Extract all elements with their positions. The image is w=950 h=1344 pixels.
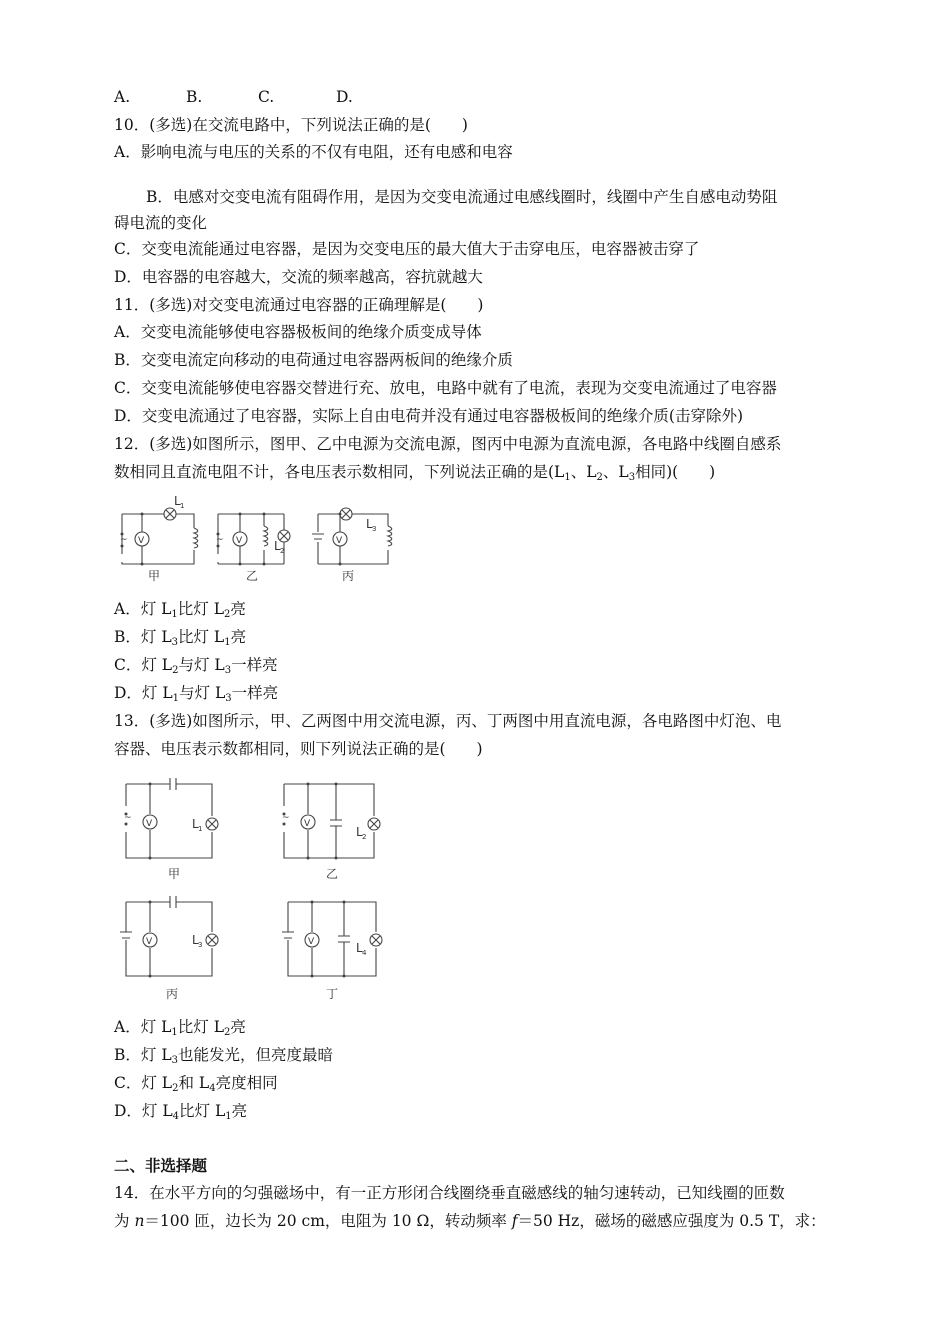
q12-voltmeter-1: V bbox=[138, 536, 145, 546]
q13-circuit-figures bbox=[112, 768, 402, 1008]
q12-circuit-figures bbox=[112, 492, 412, 588]
q9-option-d[interactable]: D. bbox=[336, 88, 353, 106]
svg-text:~: ~ bbox=[216, 535, 224, 545]
q10-option-a[interactable]: A．影响电流与电压的关系的不仅有电阻，还有电感和电容 bbox=[114, 143, 513, 161]
svg-text:4: 4 bbox=[362, 949, 367, 957]
q9-option-b[interactable]: B. bbox=[186, 88, 203, 106]
q9-option-c[interactable]: C. bbox=[258, 88, 275, 106]
q10-option-c[interactable]: C．交变电流能通过电容器，是因为交变电压的最大值大于击穿电压，电容器被击穿了 bbox=[114, 240, 700, 258]
q13-stem-line2: 容器、电压表示数都相同，则下列说法正确的是( ) bbox=[114, 740, 483, 758]
q13-label-ding: 丁 bbox=[326, 987, 339, 1001]
q12-label-jia: 甲 bbox=[148, 569, 161, 583]
q12-stem-line2: 数相同且直流电阻不计，各电压表示数相同，下列说法正确的是($L_1$、$L_2$、$L_3$相同)( ) bbox=[114, 463, 716, 483]
q12-label-yi: 乙 bbox=[246, 569, 259, 583]
svg-text:L: L bbox=[192, 933, 199, 947]
section-heading: 二、非选择题 bbox=[114, 1157, 208, 1175]
q11-stem: 11．(多选)对交变电流通过电容器的正确理解是( ) bbox=[114, 296, 484, 314]
q11-option-c[interactable]: C．交变电流能够使电容器交替进行充、放电，电路中就有了电流，表现为交变电流通过了电容器 bbox=[114, 379, 777, 397]
q14-line2: 为 n＝100 匝，边长为 20 cm，电阻为 10 Ω，转动频率 f＝50 Hz，磁场的磁感应强度为 0.5 T，求： bbox=[114, 1212, 826, 1230]
q13-label-yi: 乙 bbox=[326, 867, 339, 881]
svg-text:L: L bbox=[356, 941, 363, 955]
svg-text:V: V bbox=[146, 937, 153, 947]
q14-line1: 14．在水平方向的匀强磁场中，有一正方形闭合线圈绕垂直磁感线的轴匀速转动，已知线圈的匝数 bbox=[114, 1184, 785, 1202]
q13-option-c[interactable]: C．灯 $L_2$和 $L_4$亮度相同 bbox=[114, 1074, 278, 1094]
q13-label-bing: 丙 bbox=[166, 987, 179, 1001]
q9-option-a[interactable]: A. bbox=[114, 88, 131, 106]
q10-stem: 10．(多选)在交流电路中，下列说法正确的是( ) bbox=[114, 116, 468, 134]
svg-text:V: V bbox=[336, 536, 343, 546]
q11-option-a[interactable]: A．交变电流能够使电容器极板间的绝缘介质变成导体 bbox=[114, 323, 482, 341]
q13-option-d[interactable]: D．灯 $L_4$比灯 $L_1$亮 bbox=[114, 1102, 248, 1122]
svg-text:~: ~ bbox=[124, 813, 132, 823]
svg-text:L: L bbox=[366, 517, 373, 531]
svg-text:2: 2 bbox=[362, 833, 367, 841]
q12-option-b[interactable]: B．灯 $L_3$比灯 $L_1$亮 bbox=[114, 628, 247, 648]
q12-label-bing: 丙 bbox=[342, 569, 355, 583]
svg-text:V: V bbox=[308, 937, 315, 947]
svg-text:1: 1 bbox=[198, 825, 203, 833]
q10-option-d[interactable]: D．电容器的电容越大，交流的频率越高，容抗就越大 bbox=[114, 268, 483, 286]
svg-text:L: L bbox=[274, 539, 281, 553]
svg-text:V: V bbox=[304, 819, 311, 829]
svg-text:3: 3 bbox=[198, 941, 203, 949]
q10-option-b-line2: 碍电流的变化 bbox=[114, 214, 208, 232]
svg-text:3: 3 bbox=[372, 525, 377, 533]
q11-option-b[interactable]: B．交变电流定向移动的电荷通过电容器两板间的绝缘介质 bbox=[114, 351, 513, 369]
q13-option-a[interactable]: A．灯 $L_1$比灯 $L_2$亮 bbox=[114, 1018, 246, 1038]
q12-option-d[interactable]: D．灯 $L_1$与灯 $L_3$一样亮 bbox=[114, 684, 279, 704]
q12-option-a[interactable]: A．灯 $L_1$比灯 $L_2$亮 bbox=[114, 600, 246, 620]
svg-text:L: L bbox=[356, 825, 363, 839]
svg-text:V: V bbox=[236, 536, 243, 546]
svg-text:L: L bbox=[174, 494, 181, 508]
q12-option-c[interactable]: C．灯 $L_2$与灯 $L_3$一样亮 bbox=[114, 656, 278, 676]
q13-option-b[interactable]: B．灯 $L_3$也能发光，但亮度最暗 bbox=[114, 1046, 334, 1066]
q12-stem-line1: 12．(多选)如图所示，图甲、乙中电源为交流电源，图丙中电源为直流电源，各电路中线圈自感系 bbox=[114, 435, 782, 453]
svg-text:2: 2 bbox=[280, 547, 285, 555]
q11-option-d[interactable]: D．交变电流通过了电容器，实际上自由电荷并没有通过电容器极板间的绝缘介质(击穿除外) bbox=[114, 407, 744, 425]
q13-label-jia: 甲 bbox=[168, 867, 181, 881]
svg-text:V: V bbox=[146, 819, 153, 829]
svg-text:~: ~ bbox=[120, 535, 128, 545]
q13-stem-line1: 13．(多选)如图所示，甲、乙两图中用交流电源，丙、丁两图中用直流电源，各电路图中灯泡、电 bbox=[114, 712, 782, 730]
svg-text:L: L bbox=[192, 817, 199, 831]
svg-text:1: 1 bbox=[180, 502, 185, 510]
svg-text:~: ~ bbox=[282, 813, 290, 823]
q9-options bbox=[114, 87, 353, 107]
q10-option-b-line1[interactable]: B．电感对交变电流有阻碍作用，是因为交变电流通过电感线圈时，线圈中产生自感电动势阻 bbox=[146, 188, 778, 206]
